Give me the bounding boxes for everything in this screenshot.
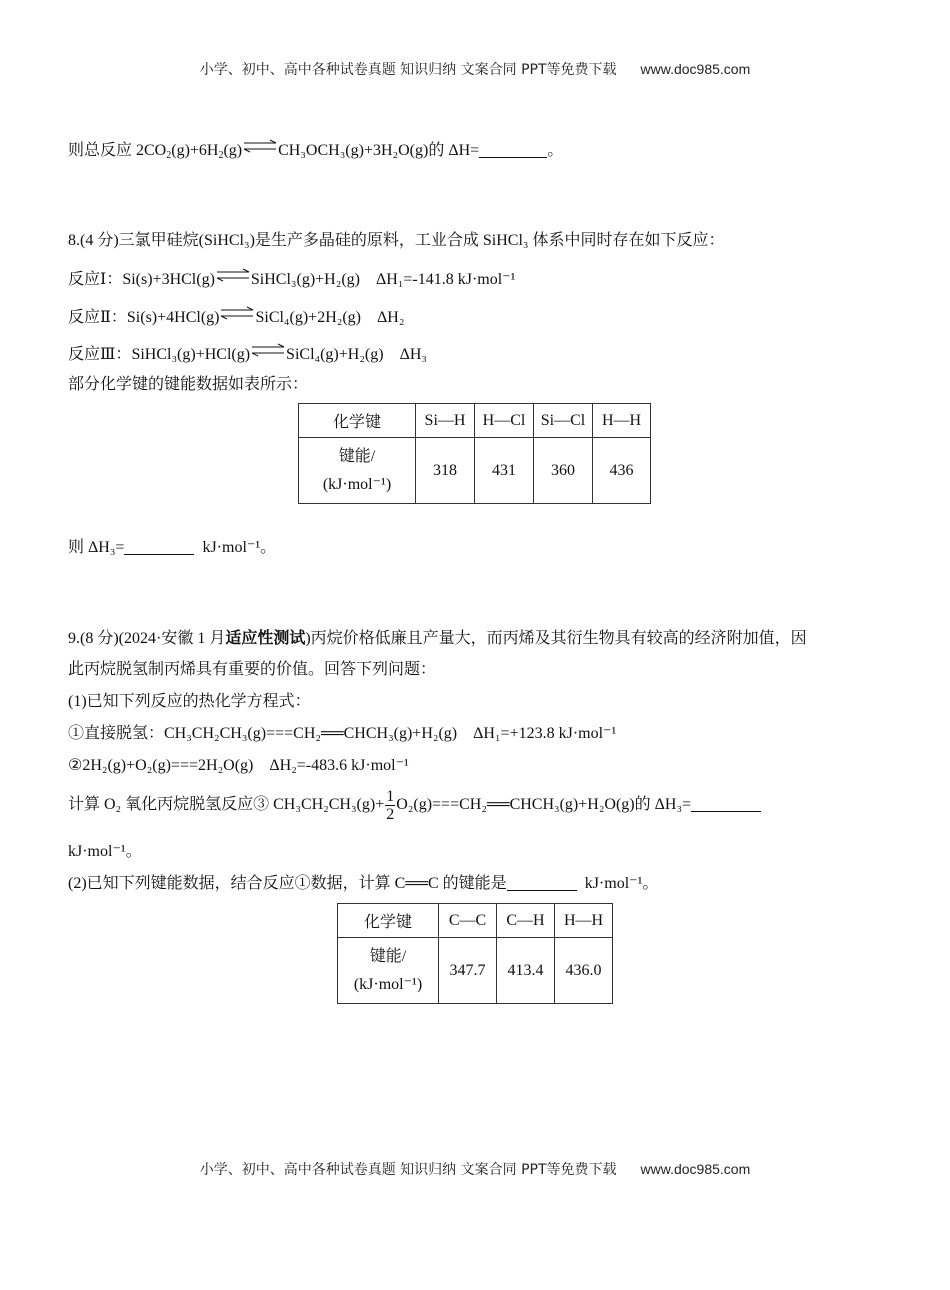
q7-text-a: 则总反应 2CO bbox=[68, 142, 167, 159]
r1-dh: ΔH₁=-141.8 kJ·mol⁻¹ bbox=[375, 271, 516, 288]
q7-text-d: CH₃OCH₃(g)+3H₂O(g)的 ΔH= bbox=[278, 142, 480, 159]
row-label-line: 键能/ bbox=[369, 947, 407, 965]
q8-reaction-1 bbox=[68, 268, 515, 291]
equilibrium-arrow-icon bbox=[216, 268, 250, 282]
page-header bbox=[0, 59, 950, 79]
frac-denominator: 2 bbox=[386, 806, 395, 823]
q9-equation-1: ①直接脱氢：CH₃CH₂CH₃(g)===CH₂══CHCH₃(g)+H₂(g) ΔH₁=+123.8 kJ·mol⁻¹ bbox=[68, 725, 617, 742]
q9-answer-blank-1[interactable] bbox=[691, 795, 761, 812]
table-header-cell: Si—Cl bbox=[534, 404, 593, 438]
table-cell: 318 bbox=[416, 438, 475, 504]
r3-dh: ΔH₃ bbox=[399, 346, 427, 363]
footer-site: www.doc985.com bbox=[640, 1161, 751, 1177]
table-header-cell: H—H bbox=[593, 404, 651, 438]
q7-total-reaction: 则总反应 $2CO_2(g)+6H_2(g)$ CH₃OCH₃(g)+3H₂O(g)的 ΔH= 。 bbox=[68, 139, 563, 162]
table-cell: 347.7 bbox=[439, 938, 497, 1004]
r2-dh: ΔH₂ bbox=[376, 309, 405, 326]
q8-answer-suffix: kJ·mol⁻¹。 bbox=[202, 539, 277, 556]
q9-equation-2: ②2H₂(g)+O₂(g)===2H₂O(g) ΔH₂=-483.6 kJ·mol⁻¹ bbox=[68, 757, 409, 774]
eq3-pre: 计算 O₂ 氧化丙烷脱氢反应③ CH₃CH₂CH₃(g)+ bbox=[68, 796, 385, 814]
q9-stem-post: )丙烷价格低廉且产量大，而丙烯及其衍生物具有较高的经济附加值，因 bbox=[305, 630, 807, 647]
p2-pre: (2)已知下列键能数据，结合反应①数据，计算 C══C 的键能是 bbox=[68, 875, 507, 892]
q9-part-1: (1)已知下列反应的热化学方程式： bbox=[68, 693, 311, 710]
r3-label: 反应Ⅲ： bbox=[68, 346, 132, 363]
frac-numerator: 1 bbox=[386, 788, 395, 805]
equilibrium-arrow-icon bbox=[243, 139, 277, 153]
fraction-one-half bbox=[385, 788, 395, 823]
q9-equation-3 bbox=[68, 788, 761, 823]
table-cell: 436.0 bbox=[555, 938, 613, 1004]
table-header-cell: H—Cl bbox=[475, 404, 534, 438]
q9-answer-blank-2[interactable] bbox=[507, 874, 577, 891]
q8-answer-prefix: 则 ΔH₃= bbox=[68, 539, 125, 556]
p2-post: kJ·mol⁻¹。 bbox=[584, 875, 659, 892]
table-header-cell: C—H bbox=[497, 904, 555, 938]
footer-text: 小学、初中、高中各种试卷真题 知识归纳 文案合同 PPT等免费下载 bbox=[199, 1162, 617, 1178]
table-header-cell: 化学键 bbox=[338, 904, 439, 938]
header-text: 小学、初中、高中各种试卷真题 知识归纳 文案合同 PPT等免费下载 bbox=[199, 62, 617, 78]
q9-bond-energy-table bbox=[337, 903, 613, 1004]
q8-reaction-3 bbox=[68, 343, 427, 366]
q9-stem-line-1 bbox=[68, 628, 807, 650]
equilibrium-arrow-icon bbox=[220, 306, 254, 320]
r1-label: 反应Ⅰ： bbox=[68, 271, 123, 288]
page-footer bbox=[0, 1159, 950, 1179]
row-label-line: 键能/ bbox=[338, 447, 376, 465]
q7-end: 。 bbox=[547, 142, 564, 159]
table-header-cell: H—H bbox=[555, 904, 613, 938]
q8-reaction-2 bbox=[68, 306, 404, 329]
table-cell: 360 bbox=[534, 438, 593, 504]
table-header-cell: Si—H bbox=[416, 404, 475, 438]
r1-right: SiHCl₃(g)+H₂(g) bbox=[250, 271, 360, 288]
r2-label: 反应Ⅱ： bbox=[68, 309, 127, 326]
r2-right: SiCl₄(g)+2H₂(g) bbox=[255, 309, 361, 326]
table-header-cell: C—C bbox=[439, 904, 497, 938]
header-site: www.doc985.com bbox=[640, 61, 751, 77]
q9-eq3-unit: kJ·mol⁻¹。 bbox=[68, 843, 142, 860]
q8-answer-blank[interactable] bbox=[124, 538, 194, 555]
q7-answer-blank[interactable] bbox=[479, 141, 547, 158]
q7-text-c: (g) bbox=[223, 142, 243, 159]
q8-bond-energy-table bbox=[298, 403, 651, 504]
q8-stem: 8.(4 分)三氯甲硅烷(SiHCl₃)是生产多晶硅的原料，工业合成 SiHCl₃ 体系中同时存在如下反应： bbox=[68, 232, 725, 249]
table-cell: 413.4 bbox=[497, 938, 555, 1004]
row-label-line: (kJ·mol⁻¹) bbox=[353, 975, 423, 993]
q9-stem-line-2: 此丙烷脱氢制丙烯具有重要的价值。回答下列问题： bbox=[68, 661, 437, 678]
r3-left: SiHCl₃(g)+HCl(g) bbox=[131, 346, 251, 363]
q9-source-tag: 适应性测试 bbox=[225, 630, 306, 647]
r1-left: Si(s)+3HCl(g) bbox=[122, 271, 215, 288]
table-cell: 436 bbox=[593, 438, 651, 504]
row-label-line: (kJ·mol⁻¹) bbox=[322, 475, 392, 493]
table-row-label bbox=[338, 938, 439, 1004]
q8-answer-line bbox=[68, 537, 276, 559]
eq3-post: O₂(g)===CH₂══CHCH₃(g)+H₂O(g)的 ΔH₃= bbox=[396, 796, 692, 814]
r3-right: SiCl₄(g)+H₂(g) bbox=[286, 346, 384, 363]
q9-part-2 bbox=[68, 873, 658, 895]
table-row-label bbox=[299, 438, 416, 504]
q7-text-b: (g)+6H bbox=[171, 142, 219, 159]
q9-stem-pre: 9.(8 分)(2024·安徽 1 月 bbox=[68, 630, 226, 647]
r2-left: Si(s)+4HCl(g) bbox=[126, 309, 220, 326]
table-header-cell: 化学键 bbox=[299, 404, 416, 438]
equilibrium-arrow-icon bbox=[251, 343, 285, 357]
table-cell: 431 bbox=[475, 438, 534, 504]
q8-table-intro: 部分化学键的键能数据如表所示： bbox=[68, 376, 309, 393]
